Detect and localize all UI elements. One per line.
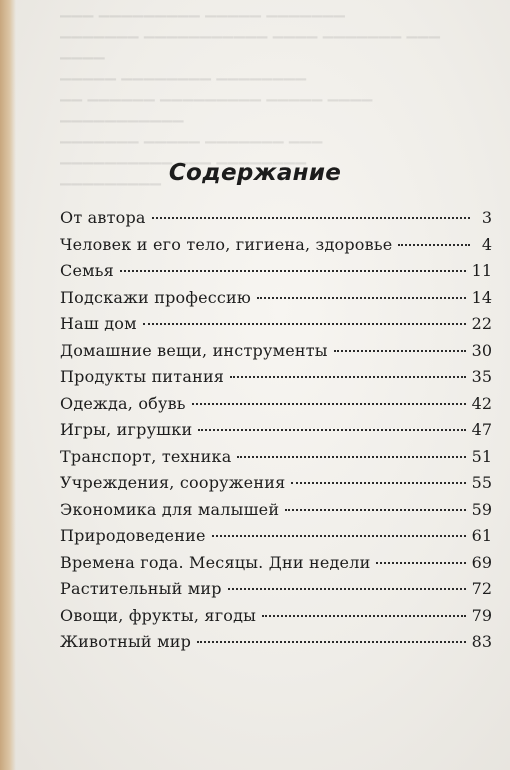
toc-entry-label: Семья — [60, 261, 114, 280]
toc-entry-page-number: 72 — [471, 579, 492, 598]
toc-entry — [60, 500, 492, 527]
toc-entry — [60, 367, 492, 394]
book-binding-edge — [0, 0, 16, 770]
dot-leader — [152, 217, 470, 219]
dot-leader — [262, 615, 466, 617]
toc-entry-label: Игры, игрушки — [60, 420, 193, 439]
toc-entry-page-number: 83 — [471, 632, 492, 651]
toc-entry-page-number: 42 — [471, 393, 492, 413]
toc-entry-label: Наш дом — [60, 314, 137, 333]
dot-leader — [228, 588, 466, 590]
toc-entry — [60, 208, 492, 235]
toc-entry-label: Времена года. Месяцы. Дни недели — [60, 552, 371, 572]
toc-entry-page-number: 3 — [481, 208, 492, 227]
toc-entry-label: Экономика для малышей — [60, 499, 280, 519]
page-title: Содержание — [168, 160, 342, 186]
toc-entry — [60, 288, 492, 315]
dot-leader — [230, 376, 466, 378]
toc-entry-label: Растительный мир — [60, 579, 222, 598]
dot-leader — [285, 509, 465, 511]
dot-leader — [398, 244, 470, 246]
dot-leader — [197, 641, 466, 643]
toc-entry-label: Овощи, фрукты, ягоды — [60, 605, 257, 625]
toc-entry-label: Продукты питания — [60, 367, 225, 386]
toc-entry — [60, 632, 492, 659]
toc-entry — [60, 394, 492, 421]
dot-leader — [192, 403, 466, 405]
toc-entry-label: Подскажи профессию — [60, 287, 252, 307]
dot-leader — [212, 535, 466, 537]
toc-entry — [60, 447, 492, 474]
toc-entry-page-number: 59 — [471, 499, 492, 519]
toc-entry — [60, 341, 492, 368]
toc-entry — [60, 420, 492, 447]
toc-entry-page-number: 79 — [471, 605, 492, 625]
toc-entry-label: Человек и его тело, гигиена, здоровье — [60, 234, 393, 254]
toc-entry-label: Учреждения, сооружения — [60, 473, 286, 492]
toc-entry-page-number: 14 — [471, 287, 492, 307]
table-of-contents — [60, 208, 492, 659]
toc-entry-page-number: 69 — [471, 552, 492, 572]
toc-entry-label: Транспорт, техника — [60, 446, 232, 466]
toc-entry-page-number: 51 — [471, 446, 492, 466]
toc-entry-label: От автора — [60, 208, 146, 227]
toc-entry-label: Животный мир — [60, 632, 192, 651]
toc-entry — [60, 579, 492, 606]
toc-entry — [60, 314, 492, 341]
toc-entry-page-number: 55 — [471, 473, 492, 492]
dot-leader — [376, 562, 465, 564]
toc-entry — [60, 606, 492, 633]
bleed-through-text: ▁▁▁ ▁▁▁▁▁▁▁▁▁ ▁▁▁▁▁ ▁▁▁▁▁▁▁ ▁▁▁▁▁▁▁ ▁▁▁▁▁▁▁▁▁▁▁ ▁▁▁▁ ▁▁▁▁▁▁▁ ▁▁▁ ▁▁▁▁ ▁▁▁▁▁ ▁▁▁▁▁▁▁▁ ▁▁▁▁▁▁▁▁ ▁▁ ▁▁▁▁▁▁ ▁▁▁▁▁▁▁▁▁ ▁▁▁▁▁ ▁▁▁▁ ▁▁▁▁▁▁▁▁▁▁▁ ▁▁▁▁▁▁▁ ▁▁▁▁▁ ▁▁▁▁▁▁▁ ▁▁▁ ▁▁▁▁▁▁▁▁▁▁ ▁▁▁ ▁▁▁▁▁▁▁▁ ▁▁▁▁▁▁▁▁▁ — [60, 2, 441, 186]
toc-entry-label: Природоведение — [60, 526, 206, 545]
toc-entry — [60, 261, 492, 288]
toc-entry-page-number: 61 — [471, 526, 492, 545]
toc-entry-label: Одежда, обувь — [60, 393, 186, 413]
toc-entry-page-number: 30 — [471, 340, 492, 360]
toc-entry-page-number: 11 — [471, 261, 492, 280]
dot-leader — [291, 482, 465, 484]
toc-entry-page-number: 35 — [471, 367, 492, 386]
dot-leader — [237, 456, 465, 458]
toc-entry — [60, 235, 492, 262]
toc-entry-label: Домашние вещи, инструменты — [60, 340, 328, 360]
dot-leader — [257, 297, 466, 299]
toc-entry — [60, 473, 492, 500]
dot-leader — [334, 350, 466, 352]
toc-entry — [60, 526, 492, 553]
toc-entry-page-number: 47 — [471, 420, 492, 439]
dot-leader — [198, 429, 465, 431]
dot-leader — [143, 323, 466, 325]
dot-leader — [120, 270, 466, 272]
toc-entry-page-number: 22 — [471, 314, 492, 333]
toc-entry-page-number: 4 — [481, 234, 492, 254]
toc-entry — [60, 553, 492, 580]
